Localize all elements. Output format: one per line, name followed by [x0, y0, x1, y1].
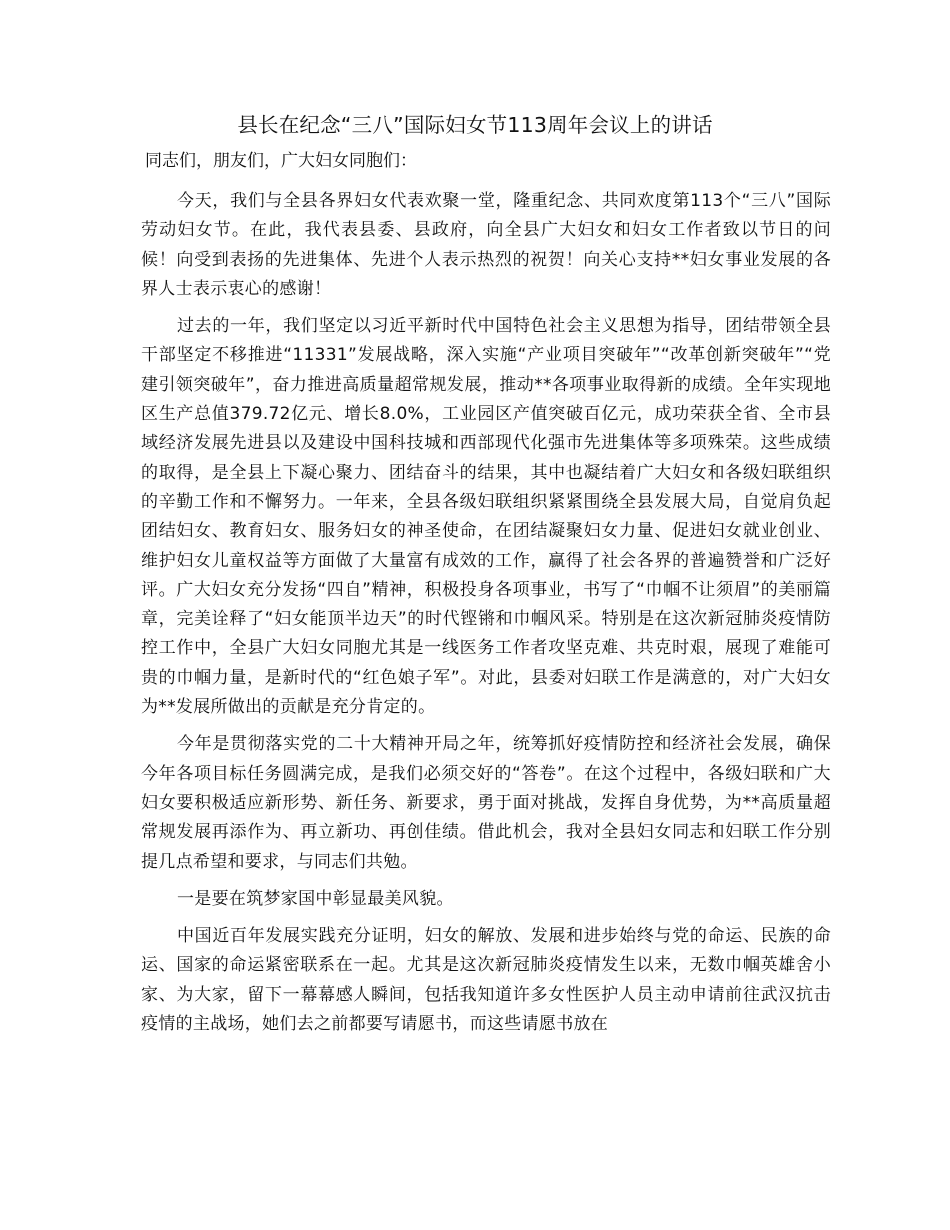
section-heading: 一是要在筑梦家国中彰显最美风貌。 [177, 888, 454, 909]
paragraph: 今天，我们与全县各界妇女代表欢聚一堂，隆重纪念、共同欢度第113个“三八”国际劳动妇女节。在此，我代表县委、县政府，向全县广大妇女和妇女工作者致以节日的问候！向受到表扬的先进集体、先进个人表示热烈的祝贺！向关心支持**妇女事业发展的各界人士表示衷心的感谢！ [141, 191, 831, 299]
document-title: 县长在纪念“三八”国际妇女节113周年会议上的讲话 [237, 113, 713, 137]
salutation: 同志们，朋友们，广大妇女同胞们： [145, 151, 417, 171]
document-body [141, 187, 831, 1047]
paragraph: 过去的一年，我们坚定以习近平新时代中国特色社会主义思想为指导，团结带领全县干部坚定不移推进“11331”发展战略，深入实施“产业项目突破年”“改革创新突破年”“党建引领突破年”，奋力推进高质量超常规发展，推动**各项事业取得新的成绩。全年实现地区生产总值379.72亿元、增长8.0%，工业园区产值突破百亿元，成功荣获全省、全市县域经济发展先进县以及建设中国科技城和西部现代化强市先进集体等多项殊荣。这些成绩的取得，是全县上下凝心聚力、团结奋斗的结果，其中也凝结着广大妇女和各级妇联组织的辛勤工作和不懈努力。一年来，全县各级妇联组织紧紧围绕全县发展大局，自觉肩负起团结妇女、教育妇女、服务妇女的神圣使命，在团结凝聚妇女力量、促进妇女就业创业、维护妇女儿童权益等方面做了大量富有成效的工作，赢得了社会各界的普遍赞誉和广泛好评。广大妇女充分发扬“四自”精神，积极投身各项事业，书写了“巾帼不让须眉”的美丽篇章，完美诠释了“妇女能顶半边天”的时代铿锵和巾帼风采。特别是在这次新冠肺炎疫情防控工作中，全县广大妇女同胞尤其是一线医务工作者攻坚克难、共克时艰，展现了难能可贵的巾帼力量，是新时代的“红色娘子军”。对此，县委对妇联工作是满意的，对广大妇女为**发展所做出的贡献是充分肯定的。 [141, 316, 831, 718]
paragraph: 今年是贯彻落实党的二十大精神开局之年，统筹抓好疫情防控和经济社会发展，确保今年各项目标任务圆满完成，是我们必须交好的“答卷”。在这个过程中，各级妇联和广大妇女要积极适应新形势、新任务、新要求，勇于面对挑战，发挥自身优势，为**高质量超常规发展再添作为、再立新功、再创佳绩。借此机会，我对全县妇女同志和妇联工作分别提几点希望和要求，与同志们共勉。 [141, 734, 831, 872]
paragraph: 中国近百年发展实践充分证明，妇女的解放、发展和进步始终与党的命运、民族的命运、国家的命运紧密联系在一起。尤其是这次新冠肺炎疫情发生以来，无数巾帼英雄舍小家、为大家，留下一幕幕感人瞬间，包括我知道许多女性医护人员主动申请前往武汉抗击疫情的主战场，她们去之前都要写请愿书，而这些请愿书放在 [141, 926, 831, 1035]
